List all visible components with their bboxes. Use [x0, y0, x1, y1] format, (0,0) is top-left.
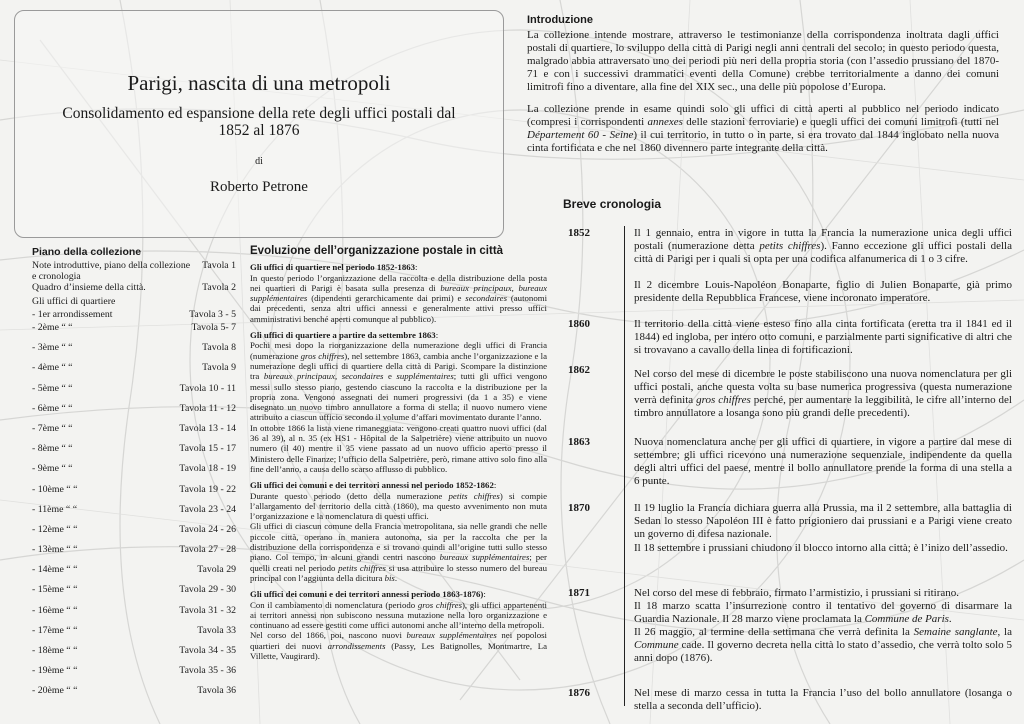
- year-1876: 1876: [568, 687, 590, 699]
- evolution-subsection-3: Gli uffici dei comuni e dei territori annessi nel periodo 1852-1862: Durante questo periodo (detto della numerazione petits chiffres) si compie l’allargamento del territorio della città (1860), ma questo avvenimento non muta l’organizzazione e la nomenclatura di questi uffici. Gli uffici di ciascun comune della Francia metropolitana, sia nelle grandi che nelle piccole città, operano in maniera autonoma, sia per la raccolta che per la distribuzione della corrispondenza e si trovano quindi all’origine tutti sullo stesso piano. Col tempo, in alcuni grandi centri nascono bureaux supplémentaires; per quelli creati nel periodo petits chiffres si usa attribuire lo stesso numero del bureau principal con l’aggiunta della dicitura bis.: [250, 480, 548, 583]
- plan-row: - 17ème “ “ Tavola 33: [32, 624, 236, 636]
- event-1871-text: Nel corso del mese di febbraio, firmato l’armistizio, i prussiani si ritirano. Il 18 marzo scatta l’insurrezione contro il tentativo del governo di disarmare la Guardia Nazionale. Il 28 marzo viene proclamata la Commune de Paris. Il 26 maggio, al termine della settimana che verrà definita la Semaine sanglante, la Commune cade. Il governo decreta nella città lo stato d’assedio, che verrà tolto solo 5 anni dopo (1876).: [634, 587, 1012, 664]
- event-1870-text-2: Il 18 settembre i prussiani chiudono il blocco intorno alla città; è l’inizo dell’assedio.: [634, 542, 1008, 554]
- author-name: Roberto Petrone: [210, 179, 308, 195]
- year-1860: 1860: [568, 318, 590, 330]
- plan-row: - 15ème “ “ Tavola 29 - 30: [32, 584, 236, 596]
- plan-row: - 14ème “ “ Tavola 29: [32, 564, 236, 576]
- page-title: Parigi, nascita di una metropoli: [127, 71, 391, 95]
- event-1860-text: Il territorio della città viene esteso fino alla cinta fortificata (eretta tra il 1841 ed il 1844) ed ingloba, per intero otto comuni, e parzialmente parti significative di altri che si trovavano a cavallo della linea di fortificazioni.: [634, 318, 1012, 356]
- year-1862: 1862: [568, 364, 590, 376]
- page-subtitle: Consolidamento ed espansione della rete degli uffici postali dal 1852 al 1876: [62, 105, 456, 139]
- plan-row: - 12ème “ “ Tavola 24 - 26: [32, 523, 236, 535]
- plan-row: - 8ème “ “ Tavola 15 - 17: [32, 443, 236, 455]
- plan-row: - 16ème “ “ Tavola 31 - 32: [32, 604, 236, 616]
- year-1863: 1863: [568, 436, 590, 448]
- intro-paragraph-2: La collezione prende in esame quindi solo gli uffici di città aperti al pubblico nel periodo indicato (compresi i corrispondenti annexes delle stazioni ferroviarie) e quegli uffici dei comuni limitrofi (tutti nel Département 60 - Seine) il cui territorio, in tutto o in parte, si era trovato dal 1844 inglobato nella nuova cinta fortificata e che nel 1860 divennero parte integrante della città.: [527, 103, 999, 154]
- event-1852-text-2: Il 2 dicembre Louis-Napoléon Bonaparte, figlio di Julien Bonaparte, già primo presidente della Repubblica Francese, viene incoronato imperatore.: [634, 279, 1012, 304]
- plan-row: Note introduttive, piano della collezione e cronologia Tavola 1: [32, 260, 236, 282]
- plan-row: - 20ème “ “ Tavola 36: [32, 685, 236, 697]
- plan-row: - 3ème “ “ Tavola 8: [32, 342, 236, 354]
- by-label: di: [255, 156, 263, 167]
- plan-row: - 2ème “ “ Tavola 5- 7: [32, 322, 236, 333]
- plan-row: - 6ème “ “ Tavola 11 - 12: [32, 402, 236, 414]
- plan-row: - 19ème “ “ Tavola 35 - 36: [32, 665, 236, 677]
- plan-row: - 13ème “ “ Tavola 27 - 28: [32, 544, 236, 556]
- event-1876-text: Nel mese di marzo cessa in tutta la Francia l’uso del bollo annullatore (losanga o stella a seconda dell’ufficio).: [634, 687, 1012, 712]
- plan-row: - 18ème “ “ Tavola 34 - 35: [32, 645, 236, 656]
- year-1871: 1871: [568, 587, 590, 599]
- plan-row: Quadro d’insieme della città. Tavola 2: [32, 282, 236, 293]
- plan-heading: Piano della collezione: [32, 246, 142, 258]
- year-1852: 1852: [568, 227, 590, 239]
- event-1870-text: Il 19 luglio la Francia dichiara guerra alla Prussia, ma il 2 settembre, alla battaglia di Sedan lo stesso Napoléon III è fatto prigioniero dai prussiani e a Parigi viene creato un governo di difesa nazionale.: [634, 502, 1012, 540]
- plan-row: - 10ème “ “ Tavola 19 - 22: [32, 483, 236, 495]
- evolution-subsection-1: Gli uffici di quartiere nel periodo 1852-1863: In questo periodo l’organizzazione della raccolta e della distribuzione della posta nei quartieri di Parigi è basata sulla presenza di bureaux principaux, bureaux supplémentaires (dipendenti gerarchicamente dai primi) e secondaires (autonomi dai precedenti, senza altri uffici annessi e generalmente attivi presso uffici amministrativi benché aperti comunque al pubblico).: [250, 262, 548, 324]
- plan-row: - 4ème “ “ Tavola 9: [32, 362, 236, 374]
- intro-heading: Introduzione: [527, 14, 593, 26]
- plan-row: - 7ème “ “ Tavola 13 - 14: [32, 422, 236, 434]
- event-1862-text: Nel corso del mese di dicembre le poste stabiliscono una nuova nomenclatura per gli uffici postali, anche questa volta su base numerica progressiva (questa numerazione verrà definita gros chiffres perché, per aumentare la leggibilità, le cifre all’interno del timbro annullatore a losanga sono più grandi delle precedenti).: [634, 368, 1012, 419]
- evolution-heading: Evoluzione dell’organizzazione postale in città: [250, 245, 504, 257]
- plan-row: Gli uffici di quartiere: [32, 296, 116, 307]
- chronology-heading: Breve cronologia: [563, 197, 662, 211]
- intro-paragraph-1: La collezione intende mostrare, attraverso le testimonianze della corrispondenza inoltrata dagli uffici postali di quartiere, lo sviluppo della città di Parigi negli anni centrali del secolo; in questo periodo questa, malgrado abbia attraversato uno dei periodi più neri della propria storia (con l’assedio prussiano del 1870-71 e con i successivi drammatici eventi della Comune) crebbe territorialmente a danno dei comuni limitrofi fino a diventare, alla fine del XIX sec., una delle più popolose d’Europa.: [527, 29, 999, 93]
- event-1863-text: Nuova nomenclatura anche per gli uffici di quartiere, in vigore a partire dal mese di settembre; gli uffici ricevono una numerazione sequenziale, indipendente da quella degli altri uffici del paese, mentre il bollo annullatore prende la forma di una stella a 6 punte.: [634, 436, 1012, 487]
- event-1852-text: Il 1 gennaio, entra in vigore in tutta la Francia la numerazione unica degli uffici postali (numerazione detta petits chiffres). Fanno eccezione gli uffici postali della città di Parigi per i quali si opta per una codifica alfanumerica di 1 o 3 cifre.: [634, 227, 1012, 265]
- plan-row: - 5ème “ “ Tavola 10 - 11: [32, 382, 236, 394]
- evolution-subsection-2: Gli uffici di quartiere a partire da settembre 1863: Pochi mesi dopo la riorganizzazione della numerazione degli uffici di Francia (numerazione gros chiffres), nel settembre 1863, cambia anche l’organizzazione e la numerazione degli uffici di quartiere della città di Parigi. Scompare la distinzione tra bureaux principaux, secondaires e supplémentaires; tutti gli uffici vengono messi sullo stesso piano, gestendo ciascuno la raccolta e la distribuzione per la propria zona. Vengono assegnati dei numeri progressivi (da 1 a 35) e viene disegnato un nuovo timbro annullatore a forma di stella; il nuovo numero viene attribuito a ciascun ufficio secondo il volume d’affari movimentato durante l’anno. In ottobre 1866 la lista viene rimaneggiata: vengono creati quattro nuovi uffici (dal 36 al 39), al n. 35 (ex HS1 - Hôpital de la Salpetrière) viene attribuito un nuovo numero (il 40) mentre il 35 viene passato ad un nuovo ufficio aperto presso il Ministero delle Finanze; l’ufficio della Salpetrière, però, rimane attivo solo fino alla fine dell’anno, a causa dello scarso afflusso di pubblico.: [250, 330, 547, 474]
- plan-row: - 1er arrondissement Tavola 3 - 5: [32, 309, 236, 320]
- year-1870: 1870: [568, 502, 590, 514]
- plan-row: - 11ème “ “ Tavola 23 - 24: [32, 503, 236, 515]
- evolution-subsection-4: Gli uffici dei comuni e dei territori annessi periodo 1863-1876): Con il cambiamento di nomenclatura (periodo gros chiffres), gli uffici appartenenti ai territori annessi non subiscono nessuna mutazione nella loro organizzazione e continuano ad essere gestiti come uffici autonomi anche all’interno della metropoli. Nel corso del 1866, poi, nascono nuovi bureaux supplémentaires nei popolosi quartieri dei nuovi arrondissements (Passy, Les Batignolles, Montmartre, La Villette, Vaugirard).: [250, 589, 548, 661]
- plan-row: - 9ème “ “ Tavola 18 - 19: [32, 463, 236, 475]
